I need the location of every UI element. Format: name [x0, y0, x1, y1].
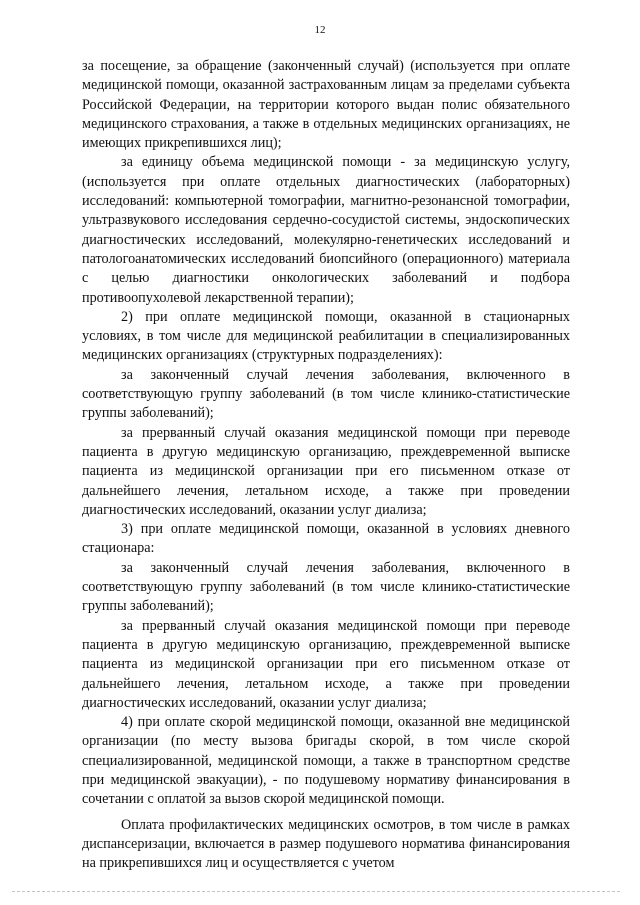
paragraph-inpatient-completed-case: за законченный случай лечения заболевания, включенного в соответствующую группу заболеваний (в том числе клинико-статистические группы заболеваний); — [82, 366, 570, 422]
paragraph-day-hospital-completed-case: за законченный случай лечения заболевания, включенного в соответствующую группу заболеваний (в том числе клинико-статистические группы заболеваний); — [82, 559, 570, 615]
paragraph-unit-of-volume: за единицу объема медицинской помощи - за медицинскую услугу, (используется при оплате отдельных диагностических (лабораторных) исследований: компьютерной томографии, магнитно-резонансной томографии, ультразвукового исследования сердечно-сосудистой системы, эндоскопических диагностических исследований, молекулярно-генетических исследований и патологоанатомических исследований биопсийного (операционного) материала с целью диагностики онкологических заболеваний и подбора противоопухолевой лекарственной терапии); — [82, 154, 570, 306]
paragraph-preventive-examinations: Оплата профилактических медицинских осмотров, в том числе в рамках диспансеризации, включается в размер подушевого норматива финансирования на прикрепившихся лиц и осуществляется с учетом — [82, 816, 570, 872]
paragraph-visit-payment: за посещение, за обращение (законченный случай) (используется при оплате медицинской помощи, оказанной застрахованным лицам за пределами субъекта Российской Федерации, на территории которого выдан полис обязательного медицинского страхования, а также в отдельных медицинских организациях, не имеющих прикрепившихся лиц); — [82, 58, 570, 152]
paragraph-day-hospital-payment: 3) при оплате медицинской помощи, оказанной в условиях дневного стационара: — [82, 521, 570, 557]
paragraph-inpatient-payment: 2) при оплате медицинской помощи, оказанной в стационарных условиях, в том числе для медицинской реабилитации в специализированных медицинских организациях (структурных подразделениях): — [82, 308, 570, 364]
paragraph-emergency-care-payment: 4) при оплате скорой медицинской помощи, оказанной вне медицинской организации (по месту вызова бригады скорой, в том числе скорой специализированной, медицинской помощи, а также в транспортном средстве при медицинской эвакуации), - по подушевому нормативу финансирования в сочетании с оплатой за вызов скорой медицинской помощи. — [82, 714, 570, 808]
footer-divider — [12, 891, 620, 892]
paragraph-day-hospital-interrupted-case: за прерванный случай оказания медицинской помощи при переводе пациента в другую медицинскую организацию, преждевременной выписке пациента из медицинской организации при его письменном отказе от дальнейшего лечения, летальном исходе, а также при проведении диагностических исследований, оказании услуг диализа; — [82, 617, 570, 711]
page-number: 12 — [314, 24, 326, 36]
paragraph-inpatient-interrupted-case: за прерванный случай оказания медицинской помощи при переводе пациента в другую медицинскую организацию, преждевременной выписке пациента из медицинской организации при его письменном отказе от дальнейшего лечения, летальном исходе, а также при проведении диагностических исследований, оказании услуг диализа; — [82, 424, 570, 518]
document-body — [82, 57, 570, 873]
